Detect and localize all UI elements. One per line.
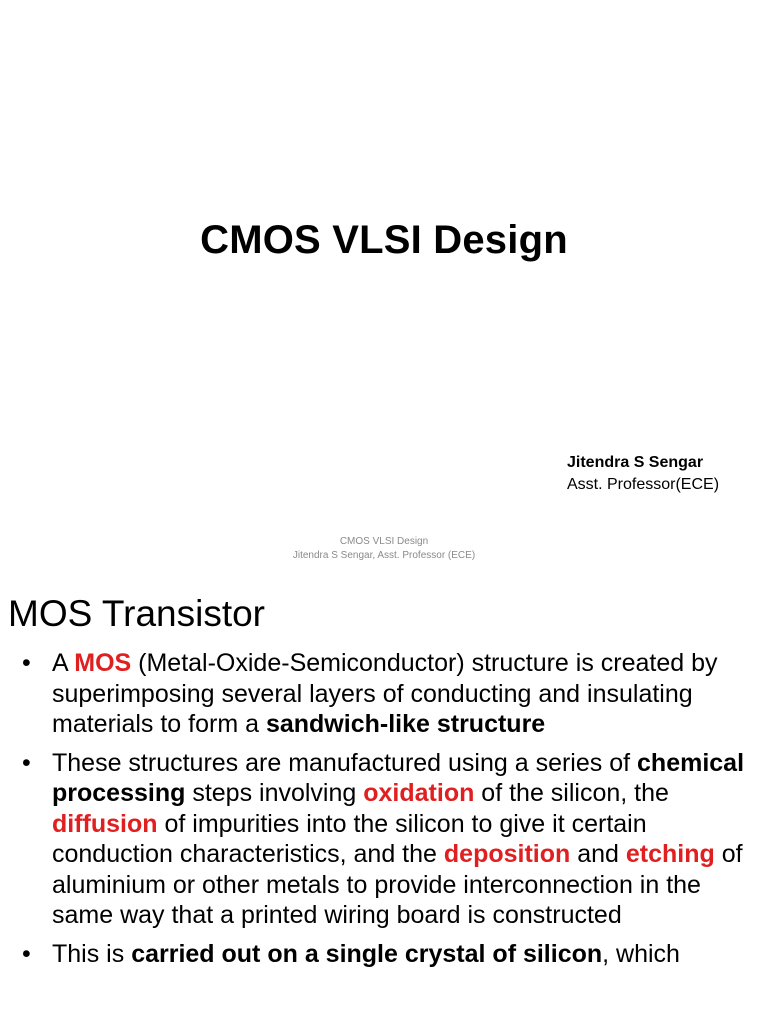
slide-heading: MOS Transistor — [8, 593, 265, 634]
bold-term: carried out on a single crystal of silicon — [131, 939, 603, 968]
author-role: Asst. Professor(ECE) — [567, 476, 720, 493]
bullet-text: These structures are manufactured using a series of — [52, 748, 638, 777]
slide-footer — [0, 535, 768, 563]
bullet-text: This is — [52, 939, 132, 968]
footer-title: CMOS VLSI Design — [339, 536, 429, 547]
highlight-term: etching — [625, 840, 715, 868]
bullet-text: (Metal-Oxide-Semiconductor) structure is created by superimposing several layers of conducting and insulating materials to form a — [52, 649, 718, 738]
bold-term: chemical processing — [52, 748, 745, 807]
slide-title: CMOS VLSI Design — [200, 218, 568, 262]
bullet-text: of aluminium or other metals to provide interconnection in the same way that a printed wiring board is constructed — [52, 840, 743, 929]
highlight-term: oxidation — [363, 779, 475, 807]
bullet-text: of the silicon, the — [474, 779, 669, 807]
author-name: Jitendra S Sengar — [567, 454, 704, 471]
highlight-term: MOS — [74, 649, 132, 677]
bullet-item — [22, 748, 762, 931]
bullet-text: A — [52, 649, 75, 677]
highlight-term: deposition — [443, 840, 571, 868]
footer-author: Jitendra S Sengar, Asst. Professor (ECE) — [292, 550, 476, 561]
bullet-text: , which — [602, 939, 680, 968]
bullet-text: of impurities into the silicon to give it certain conduction characteristics, and the — [52, 809, 647, 868]
content-slide — [0, 572, 768, 1024]
bullet-item — [22, 939, 762, 970]
highlight-term: diffusion — [52, 809, 158, 838]
bullet-text: and — [570, 840, 626, 868]
bullet-text: steps involving — [185, 779, 364, 807]
bullet-item — [22, 648, 762, 740]
bullet-list — [22, 648, 762, 977]
author-block — [567, 452, 719, 496]
bold-term: sandwich-like structure — [265, 710, 546, 738]
